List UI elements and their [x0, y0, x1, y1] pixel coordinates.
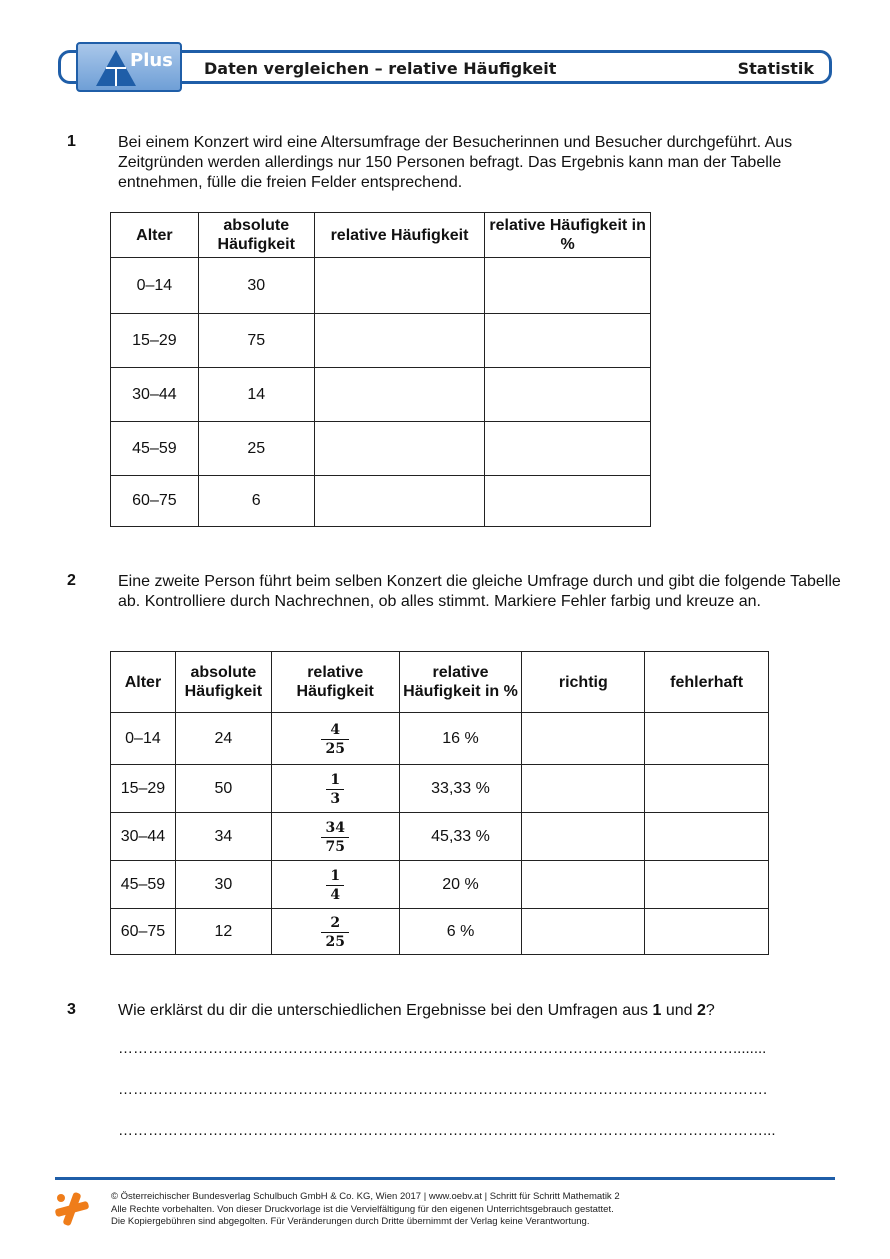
task-3-number: 3 [67, 1001, 76, 1018]
fraction [323, 915, 346, 950]
numerator: 2 [330, 914, 341, 931]
task-2-number: 2 [67, 572, 76, 589]
answer-line[interactable]: ……………………………………………………………………………………………………………........ [118, 1040, 767, 1057]
pct-input-cell[interactable] [485, 258, 651, 314]
fraction-cell [271, 861, 399, 909]
richtig-checkbox-cell[interactable] [522, 765, 645, 813]
task-2-text: Eine zweite Person führt beim selben Konzert die gleiche Umfrage durch und gibt die folgende Tabelle ab. Kontrolliere durch Nachrechnen, ob alles stimmt. Markiere Fehler farbig und kreuze an. [118, 573, 841, 610]
age-cell: 15–29 [111, 765, 176, 813]
pct-input-cell[interactable] [485, 476, 651, 527]
fraction [323, 722, 346, 757]
abs-cell: 14 [198, 368, 314, 422]
table-row [111, 765, 769, 813]
answer-line[interactable]: …………………………………………………………………………………………………………………... [118, 1122, 776, 1139]
richtig-checkbox-cell[interactable] [522, 861, 645, 909]
pct-input-cell[interactable] [485, 314, 651, 368]
denominator: 4 [330, 886, 341, 903]
logo-label: Plus [130, 50, 173, 71]
header-cell: relative Häufigkeit in % [399, 652, 522, 713]
table-row [111, 909, 769, 955]
abs-cell: 25 [198, 422, 314, 476]
fraction [328, 772, 342, 807]
header-cell: absolute Häufigkeit [198, 213, 314, 258]
fehlerhaft-checkbox-cell[interactable] [645, 813, 769, 861]
age-cell: 0–14 [111, 258, 199, 314]
denominator: 3 [330, 790, 341, 807]
task-1-number: 1 [67, 133, 76, 150]
task-ref: 2 [697, 1002, 706, 1019]
age-cell: 0–14 [111, 713, 176, 765]
answer-line[interactable]: …………………………………………………………………………………………………………………. [118, 1081, 768, 1098]
fraction-cell [271, 813, 399, 861]
rel-input-cell[interactable] [314, 314, 485, 368]
task-ref: 1 [652, 1002, 662, 1019]
denominator: 75 [325, 838, 345, 855]
abs-cell: 34 [175, 813, 271, 861]
richtig-checkbox-cell[interactable] [522, 813, 645, 861]
table-row [111, 861, 769, 909]
fraction-cell [271, 765, 399, 813]
table-row [111, 422, 651, 476]
fehlerhaft-checkbox-cell[interactable] [645, 909, 769, 955]
age-cell: 60–75 [111, 909, 176, 955]
richtig-checkbox-cell[interactable] [522, 713, 645, 765]
abs-cell: 30 [175, 861, 271, 909]
table-row [111, 258, 651, 314]
task-2-table [110, 651, 769, 955]
page-title: Daten vergleichen – relative Häufigkeit [204, 59, 557, 78]
rel-input-cell[interactable] [314, 368, 485, 422]
fehlerhaft-checkbox-cell[interactable] [645, 861, 769, 909]
rel-input-cell[interactable] [314, 422, 485, 476]
rel-input-cell[interactable] [314, 476, 485, 527]
age-cell: 45–59 [111, 422, 199, 476]
fehlerhaft-checkbox-cell[interactable] [645, 713, 769, 765]
pct-cell: 33,33 % [399, 765, 522, 813]
subject-label: Statistik [737, 59, 814, 78]
age-cell: 60–75 [111, 476, 199, 527]
fraction-cell [271, 713, 399, 765]
header-cell: absolute Häufigkeit [175, 652, 271, 713]
publisher-logo-icon [52, 1190, 92, 1228]
table-header-row [111, 652, 769, 713]
numerator: 1 [330, 771, 341, 788]
fraction [323, 820, 346, 855]
age-cell: 15–29 [111, 314, 199, 368]
pct-cell: 20 % [399, 861, 522, 909]
numerator: 4 [330, 721, 341, 738]
fraction-cell [271, 909, 399, 955]
denominator: 25 [325, 740, 345, 757]
numerator: 1 [330, 867, 341, 884]
footer-copyright: © Österreichischer Bundesverlag Schulbuch GmbH & Co. KG, Wien 2017 | www.oebv.at | Schritt für Schritt Mathematik 2 Alle Rechte vorbehalten. Von dieser Druckvorlage ist die Vervielfältigung für den eigenen Unterrichtsgebrauch gestattet. Die Kopiergebühren sind abgegolten. Für Veränderungen durch Dritte übernimmt der Verlag keine Verantwortung. [111, 1191, 620, 1227]
header-cell: fehlerhaft [645, 652, 769, 713]
abs-cell: 50 [175, 765, 271, 813]
rel-input-cell[interactable] [314, 258, 485, 314]
abs-cell: 6 [198, 476, 314, 527]
richtig-checkbox-cell[interactable] [522, 909, 645, 955]
header-cell: relative Häufigkeit [314, 213, 485, 258]
fraction [328, 868, 342, 903]
abs-cell: 12 [175, 909, 271, 955]
numerator: 34 [325, 819, 345, 836]
fehlerhaft-checkbox-cell[interactable] [645, 765, 769, 813]
table-row [111, 713, 769, 765]
header-cell: Alter [111, 652, 176, 713]
table-header-row [111, 213, 651, 258]
header-cell: Alter [111, 213, 199, 258]
table-row [111, 314, 651, 368]
pct-cell: 16 % [399, 713, 522, 765]
pct-cell: 6 % [399, 909, 522, 955]
pct-cell: 45,33 % [399, 813, 522, 861]
task-1-table [110, 212, 651, 527]
task-3-text: Wie erklärst du dir die unterschiedlichen Ergebnisse bei den Umfragen aus 1 und 2? [118, 1002, 715, 1019]
header-cell: relative Häufigkeit in % [485, 213, 651, 258]
header-cell: relative Häufigkeit [271, 652, 399, 713]
footer-divider [55, 1177, 835, 1180]
abs-cell: 30 [198, 258, 314, 314]
age-cell: 30–44 [111, 813, 176, 861]
table-row [111, 368, 651, 422]
pct-input-cell[interactable] [485, 422, 651, 476]
abs-cell: 24 [175, 713, 271, 765]
abs-cell: 75 [198, 314, 314, 368]
table-row [111, 476, 651, 527]
age-cell: 45–59 [111, 861, 176, 909]
table-row [111, 813, 769, 861]
denominator: 25 [325, 933, 345, 950]
header-cell: richtig [522, 652, 645, 713]
age-cell: 30–44 [111, 368, 199, 422]
pct-input-cell[interactable] [485, 368, 651, 422]
task-1-text: Bei einem Konzert wird eine Altersumfrage der Besucherinnen und Besucher durchgeführt. Aus Zeitgründen werden allerdings nur 150 Personen befragt. Das Ergebnis kann man der Tabelle entnehmen, fülle die freien Felder entsprechend. [118, 134, 793, 191]
